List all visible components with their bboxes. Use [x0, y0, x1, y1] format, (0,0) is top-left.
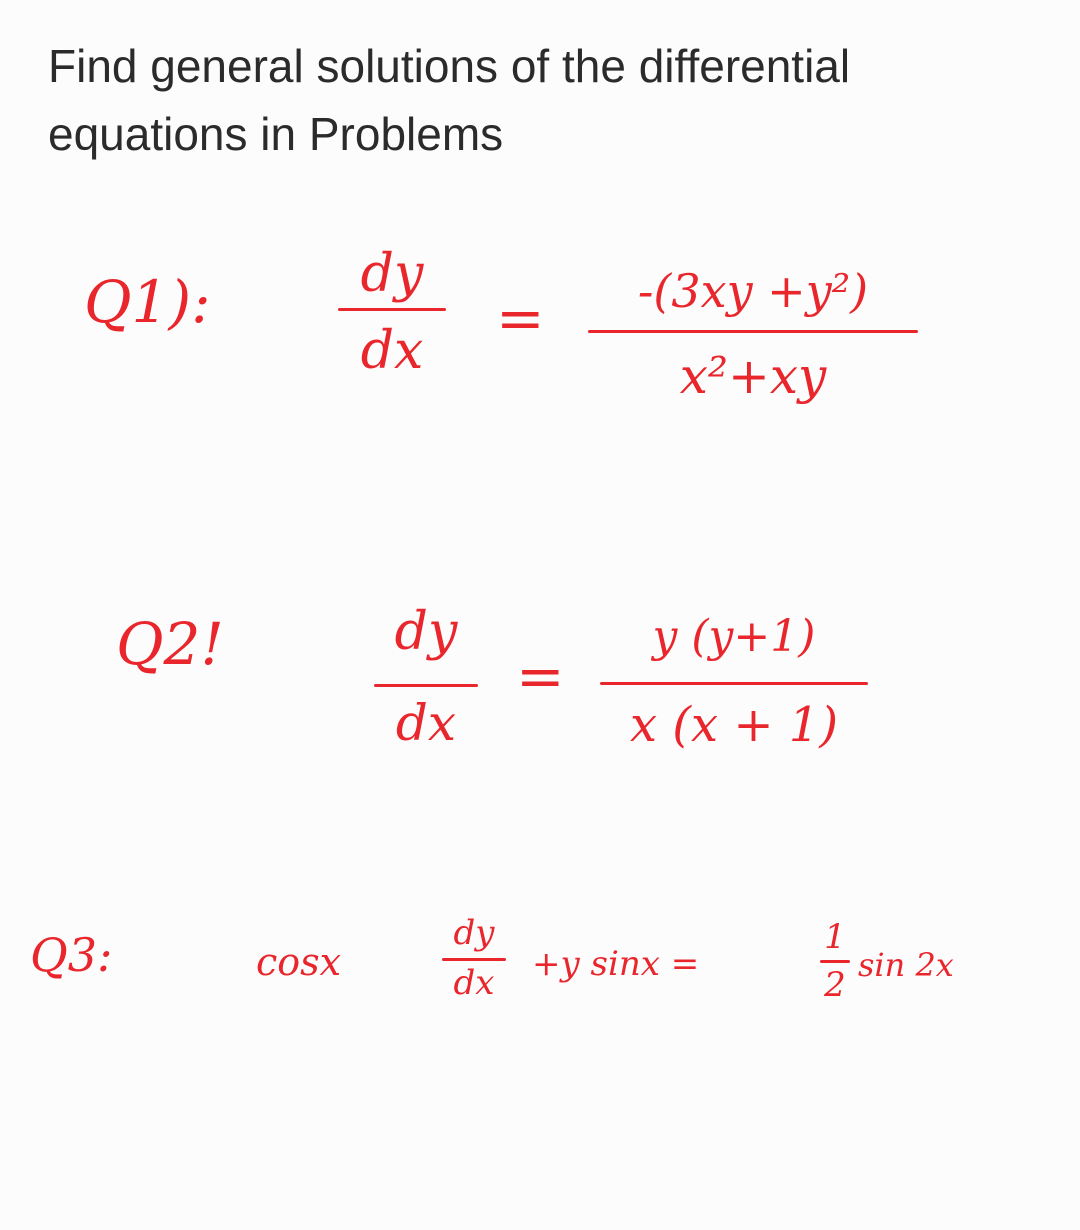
problem-q3 [0, 900, 1080, 1060]
q1-rhs-fraction [588, 252, 918, 419]
q2-lhs-denominator: dx [395, 694, 457, 752]
q2-rhs-fraction [600, 592, 868, 765]
q2-lhs-fraction [374, 580, 478, 759]
q3-middle-term: +y sinx = [532, 944, 700, 984]
q3-half-numerator: 1 [824, 917, 846, 957]
q2-equals: = [516, 642, 565, 710]
q3-label: Q3: [30, 928, 113, 982]
q3-derivative-fraction [442, 908, 506, 1005]
q3-suffix: sin 2x [858, 946, 954, 984]
q1-equals: = [496, 284, 545, 352]
q3-prefix: cosx [256, 940, 342, 984]
q2-rhs-numerator: y (y+1) [652, 611, 816, 662]
q2-rhs-denominator: x (x + 1) [629, 697, 839, 753]
q1-rhs-denominator: x²+xy [679, 347, 827, 405]
q3-derivative-numerator: dy [453, 913, 495, 953]
problem-q1 [0, 240, 1080, 460]
q1-label: Q1): [84, 268, 211, 336]
instruction-line-1: Find general solutions of the differential [48, 40, 851, 92]
q2-label: Q2! [116, 610, 224, 678]
q1-lhs-denominator: dx [360, 321, 424, 381]
q3-half-denominator: 2 [824, 965, 846, 1005]
q3-half-fraction [820, 914, 850, 1007]
problem-q2 [0, 580, 1080, 790]
q1-lhs-numerator: dy [360, 244, 424, 304]
q2-lhs-numerator: dy [394, 602, 458, 662]
instruction-text [48, 32, 1048, 168]
q3-derivative-denominator: dx [453, 963, 495, 1003]
instruction-line-2: equations in Problems [48, 108, 504, 160]
q1-lhs-fraction [338, 240, 446, 391]
q1-rhs-numerator: -(3xy +y²) [637, 264, 869, 318]
